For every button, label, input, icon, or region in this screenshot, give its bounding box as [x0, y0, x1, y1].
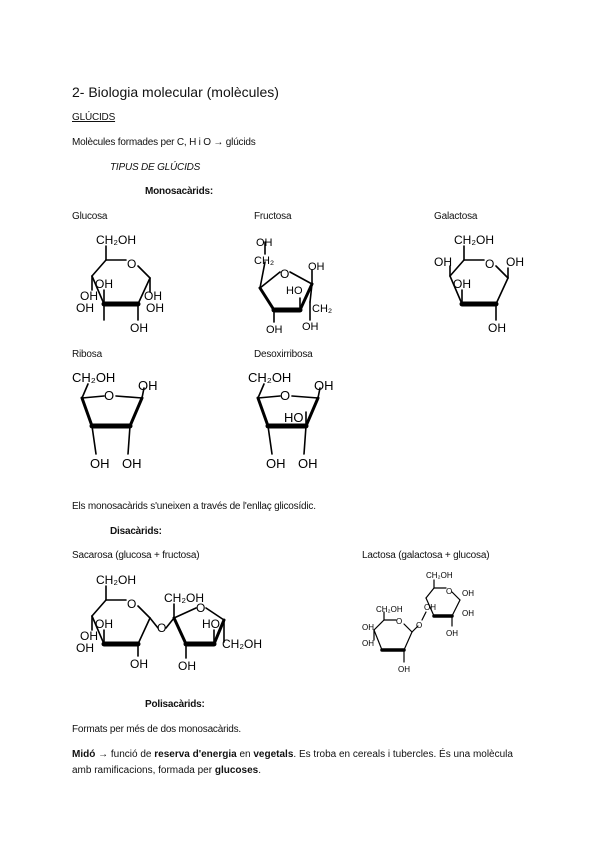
deoxyribose-ch2oh-text: CH₂OH	[248, 370, 292, 385]
sucrose-label: Sacarosa (glucosa + fructosa)	[72, 550, 200, 561]
lactose-glc-oh-3-text: OH	[462, 609, 474, 618]
deoxyribose-oh-1-text: OH	[314, 378, 334, 393]
sucrose-fru-ch2oh-1-text: CH₂OH	[164, 591, 204, 605]
fructose-ho-text: HO	[286, 285, 303, 297]
deoxyribose-oh-3-text: OH	[298, 456, 318, 471]
sucrose-glc-ch2oh-text: CH₂OH	[96, 573, 136, 587]
starch-arrow-text: → funció de	[95, 749, 155, 760]
starch-term: Midó	[72, 749, 96, 760]
glucose-structure	[72, 228, 182, 338]
sucrose-glc-oh-1-text: OH	[80, 629, 98, 643]
glucose-label: Glucosa	[72, 211, 108, 222]
polysaccharides-definition: Formats per més de dos monosacàrids.	[72, 724, 241, 735]
glucose-oh-5-text: OH	[146, 301, 164, 315]
sucrose-glc-ring-o-text: O	[127, 597, 137, 611]
lactose-gal-oh-2-text: OH	[362, 639, 374, 648]
glucose-oh-3-text: OH	[144, 289, 162, 303]
starch-end-text: .	[258, 765, 261, 776]
fructose-oh-bottom-text: OH	[266, 324, 283, 336]
starch-where: vegetals	[253, 749, 294, 760]
ribose-oh-1-text: OH	[138, 378, 158, 393]
fructose-ch2-right-text: CH₂	[312, 303, 333, 315]
disaccharides-heading: Disacàrids:	[110, 526, 162, 537]
section-title: 2- Biologia molecular (molècules)	[72, 84, 279, 100]
starch-unit: glucoses	[214, 765, 259, 776]
lactose-glc-ch2oh-text: CH₂OH	[426, 571, 453, 580]
ribose-label: Ribosa	[72, 349, 102, 360]
ribose-oh-3-text: OH	[122, 456, 142, 471]
sucrose-structure	[72, 568, 282, 678]
glucose-oh-2-text: OH	[95, 277, 113, 291]
deoxyribose-ring-o-text: O	[280, 388, 291, 403]
lactose-glc-oh-1-text: OH	[462, 589, 474, 598]
sucrose-glc-oh-4-text: OH	[130, 657, 148, 671]
lactose-glc-oh-2-text: OH	[424, 603, 436, 612]
galactose-ring-o-text: O	[485, 257, 495, 271]
glucids-definition: Molècules formades per C, H i O → glúcids	[72, 137, 256, 148]
deoxyribose-structure	[248, 368, 358, 478]
deoxyribose-ho-text: HO	[284, 410, 304, 425]
sucrose-fru-ch2oh-2-text: CH₂OH	[222, 637, 262, 651]
polysaccharides-heading: Polisacàrids:	[145, 699, 205, 710]
glucose-oh-1-text: OH	[80, 289, 98, 303]
sucrose-fru-ring-o-text: O	[196, 601, 206, 615]
deoxyribose-oh-2-text: OH	[266, 456, 286, 471]
starch-function: reserva d'energia	[154, 749, 237, 760]
lactose-bridge-o-text: O	[416, 621, 423, 630]
fructose-label: Fructosa	[254, 211, 292, 222]
galactose-structure	[430, 228, 540, 338]
lactose-label: Lactosa (galactosa + glucosa)	[362, 550, 490, 561]
lactose-glc-oh-4-text: OH	[446, 629, 458, 638]
fructose-oh-right-text: OH	[308, 261, 325, 273]
types-heading: TIPUS DE GLÚCIDS	[110, 162, 201, 173]
sucrose-bridge-o-text: O	[157, 621, 167, 635]
lactose-structure	[360, 570, 490, 680]
sucrose-glc-oh-2-text: OH	[95, 617, 113, 631]
galactose-oh-2-text: OH	[506, 255, 524, 269]
galactose-oh-4-text: OH	[488, 321, 506, 335]
starch-paragraph	[72, 747, 532, 779]
fructose-oh-top-text: OH	[256, 237, 273, 249]
glucose-ch2oh-text: CH₂OH	[96, 233, 136, 247]
glucose-oh-6-text: OH	[130, 321, 148, 335]
galactose-label: Galactosa	[434, 211, 478, 222]
sucrose-glc-oh-3-text: OH	[76, 641, 94, 655]
lactose-gal-ch2oh-text: CH₂OH	[376, 605, 403, 614]
ribose-ring-o-text: O	[104, 388, 115, 403]
galactose-oh-1-text: OH	[434, 255, 452, 269]
lactose-gal-oh-1-text: OH	[362, 623, 374, 632]
lactose-gal-ring-o-text: O	[396, 617, 403, 626]
glycosidic-bond-note: Els monosacàrids s'uneixen a través de l'enllaç glicosídic.	[72, 501, 316, 512]
starch-in-text: en	[236, 749, 254, 760]
fructose-oh-ch2-text: OH	[302, 321, 319, 333]
monosaccharides-heading: Monosacàrids:	[145, 186, 213, 197]
fructose-ring-o-text: O	[280, 267, 290, 281]
ribose-structure	[72, 368, 182, 478]
sucrose-fru-oh-text: OH	[178, 659, 196, 673]
deoxyribose-label: Desoxirribosa	[254, 349, 313, 360]
fructose-ch2-text: CH₂	[254, 255, 275, 267]
fructose-structure	[250, 232, 340, 342]
lactose-glc-ring-o-text: O	[446, 587, 453, 596]
sucrose-fru-ho-text: HO	[202, 617, 220, 631]
ribose-oh-2-text: OH	[90, 456, 110, 471]
galactose-ch2oh-text: CH₂OH	[454, 233, 494, 247]
glucose-ring-o-text: O	[127, 257, 137, 271]
lactose-gal-oh-3-text: OH	[398, 665, 410, 674]
galactose-oh-3-text: OH	[453, 277, 471, 291]
ribose-ch2oh-text: CH₂OH	[72, 370, 116, 385]
glucose-oh-4-text: OH	[76, 301, 94, 315]
starch-rest-text: . Es troba en cereals i tubercles. És una molècula amb ramificacions, formada per	[72, 749, 513, 776]
glucids-heading: GLÚCIDS	[72, 112, 116, 123]
